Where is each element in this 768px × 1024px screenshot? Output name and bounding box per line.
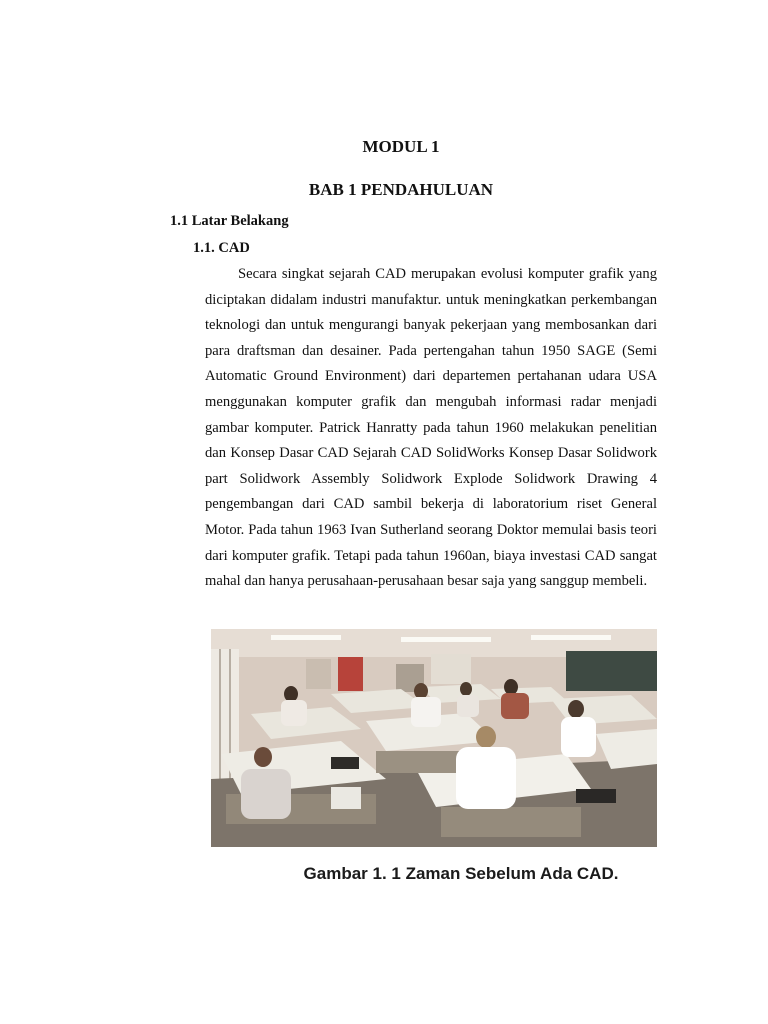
module-title: MODUL 1 <box>362 137 440 156</box>
chapter-title: BAB 1 PENDAHULUAN <box>308 180 494 199</box>
body-paragraph: Secara singkat sejarah CAD merupakan evolusi komputer grafik yang diciptakan didalam industri manufaktur. untuk meningkatkan perkembangan teknologi dan untuk mengurangi banyak pekerjaan yang membosankan dari para draftsman dan desainer. Pada pertengahan tahun 1950 SAGE (Semi Automatic Ground Environment) dari departemen pertahanan udara USA menggunakan komputer grafik dan mengubah informasi radar menjadi gambar komputer. Patrick Hanratty pada tahun 1960 melakukan penelitian dan Konsep Dasar CAD Sejarah CAD SolidWorks Konsep Dasar Solidwork part Solidwork Assembly Solidwork Explode Solidwork Drawing 4 pengembangan dari CAD sambil bekerja di laboratorium riset General Motor. Pada tahun 1963 Ivan Sutherland seorang Doktor memulai basis teori dari komputer grafik. Tetapi pada tahun 1960an, biaya investasi CAD sangat mahal dan hanya perusahaan-perusahaan besar saja yang sanggup membeli. <box>205 266 657 590</box>
subsection-heading: 1.1. CAD <box>193 240 250 256</box>
figure-caption: Gambar 1. 1 Zaman Sebelum Ada CAD. <box>303 864 619 883</box>
section-heading: 1.1 Latar Belakang <box>170 213 289 229</box>
drafting-room-photo <box>211 629 657 847</box>
